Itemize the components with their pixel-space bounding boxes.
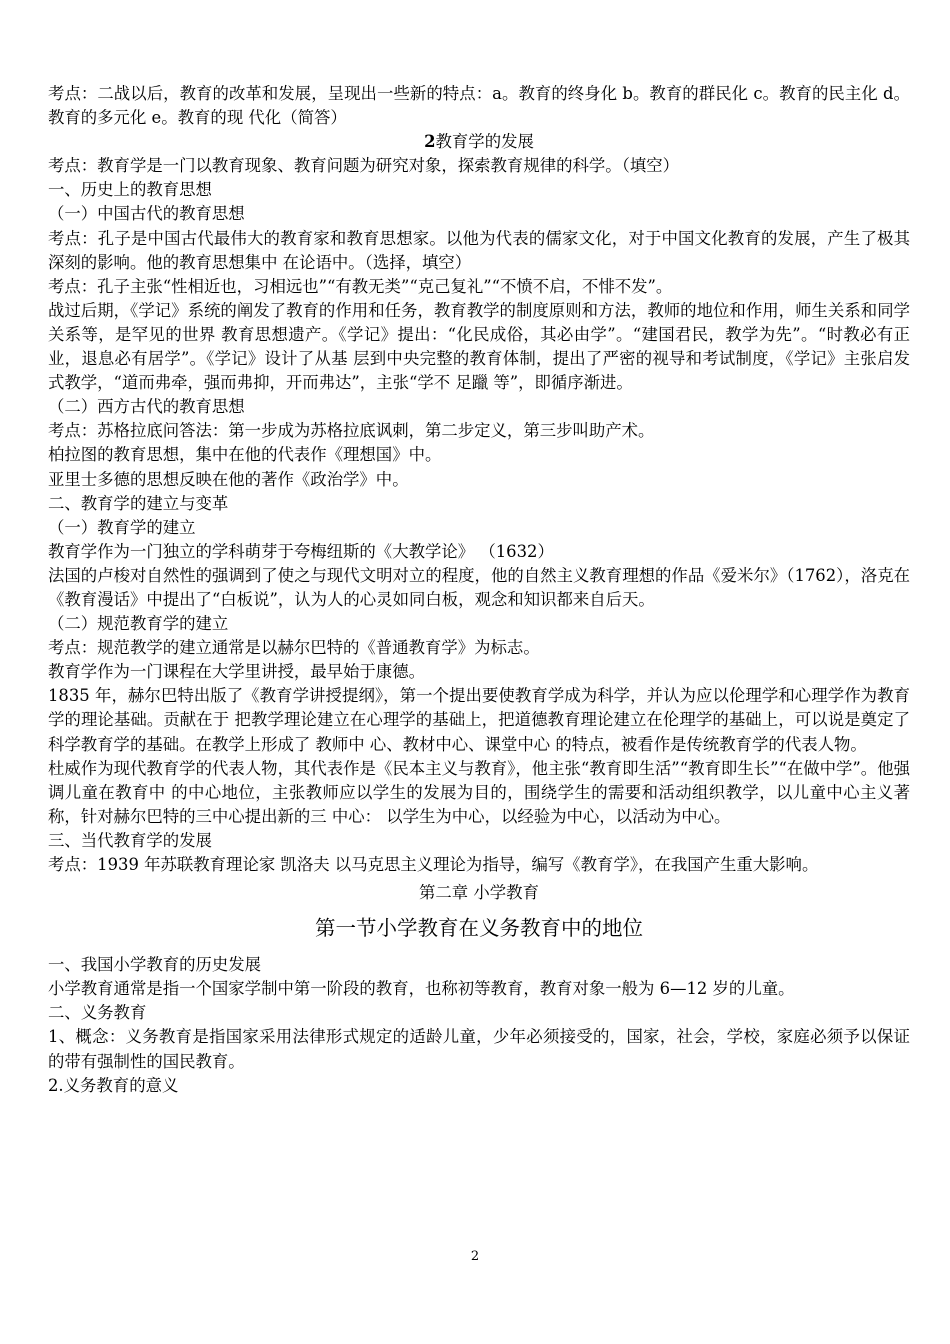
- paragraph: 杜威作为现代教育学的代表人物，其代表作是《民本主义与教育》，他主张“教育即生活”“教育即生长”“在做中学”。他强调儿童在教育中 的中心地位，主张教师应以学生的发展为目的，围绕学生的需要和活动组织教学，以儿童中心主义著称，针对赫尔巴特的三中心提出新的三 中心： 以学生为中心，以经验为中心，以活动为中心。: [48, 758, 910, 826]
- paragraph: 考点：规范教学的建立通常是以赫尔巴特的《普通教育学》为标志。: [48, 638, 540, 658]
- outline-heading: （二）规范教育学的建立: [48, 614, 229, 634]
- outline-heading: 二、义务教育: [48, 1003, 147, 1023]
- paragraph: 1、概念：义务教育是指国家采用法律形式规定的适龄儿童，少年必须接受的，国家，社会，学校，家庭必须予以保证的带有强制性的国民教育。: [48, 1027, 910, 1071]
- paragraph: 考点：孔子是中国古代最伟大的教育家和教育思想家。以他为代表的儒家文化，对于中国文化教育的发展，产生了极其深刻的影响。他的教育思想集中 在论语中。（选择，填空）: [48, 228, 910, 272]
- outline-heading: 一、我国小学教育的历史发展: [48, 955, 262, 975]
- paragraph: 教育学作为一门独立的学科萌芽于夸梅纽斯的《大教学论》 （1632）: [48, 541, 554, 561]
- paragraph: 2.义务教育的意义: [48, 1075, 179, 1095]
- page-number: 2: [470, 1249, 480, 1264]
- paragraph: 小学教育通常是指一个国家学制中第一阶段的教育，也称初等教育，教育对象一般为 6—12 岁的儿童。: [48, 979, 795, 999]
- paragraph: 考点：苏格拉底问答法：第一步成为苏格拉底讽刺，第二步定义，第三步叫助产术。: [48, 421, 655, 441]
- paragraph: 考点：1939 年苏联教育理论家 凯洛夫 以马克思主义理论为指导，编写《教育学》，在我国产生重大影响。: [48, 855, 819, 874]
- paragraph: 战过后期，《学记》系统的阐发了教育的作用和任务，教育教学的制度原则和方法，教师的地位和作用，师生关系和同学关系等，是罕见的世界 教育思想遗产。《学记》提出：“化民成俗，其必由学”。“建国君民，教学为先”。“时教必有正业，退息必有居学”。《学记》设计了从基 层到中央完整的教育体制，提出了严密的视导和考试制度，《学记》主张启发式教学，“道而弗牵，强而弗抑，开而弗达”，主张“学不 足躐 等”，即循序渐进。: [48, 300, 910, 393]
- document-page: [48, 82, 910, 1098]
- outline-heading: （一）教育学的建立: [48, 517, 196, 537]
- chapter-title: 第二章 小学教育: [419, 883, 539, 903]
- paragraph: 亚里士多德的思想反映在他的著作《政治学》中。: [48, 469, 409, 489]
- paragraph: 法国的卢梭对自然性的强调到了使之与现代文明对立的程度，他的自然主义教育理想的作品《爱米尔》（1762），洛克在《教育漫话》中提出了“白板说”，认为人的心灵如同白板，观念和知识都来自后天。: [48, 565, 910, 609]
- paragraph: 考点：二战以后，教育的改革和发展，呈现出一些新的特点：a。教育的终身化 b。教育的群民化 c。教育的民主化 d。教育的多元化 e。教育的现 代化（简答）: [48, 84, 910, 128]
- outline-heading: （一）中国古代的教育思想: [48, 204, 245, 224]
- outline-heading: 一、历史上的教育思想: [48, 180, 212, 200]
- paragraph: 考点：孔子主张“性相近也，习相远也”“有教无类”“克己复礼”“不愤不启，不悱不发”。: [48, 276, 673, 296]
- paragraph: 教育学作为一门课程在大学里讲授，最早始于康德。: [48, 662, 425, 682]
- section-title: 第一节小学教育在义务教育中的地位: [315, 916, 643, 941]
- subsection-number: 2: [424, 132, 436, 152]
- subsection-heading: [48, 130, 910, 154]
- outline-heading: 二、教育学的建立与变革: [48, 493, 229, 513]
- paragraph: 柏拉图的教育思想，集中在他的代表作《理想国》中。: [48, 445, 442, 465]
- subsection-title: 教育学的发展: [435, 132, 534, 152]
- outline-heading: 三、当代教育学的发展: [48, 830, 212, 850]
- paragraph: 1835 年，赫尔巴特出版了《教育学讲授提纲》，第一个提出要使教育学成为科学，并认为应以伦理学和心理学作为教育学的理论基础。贡献在于 把教学理论建立在心理学的基础上，把道德教育理论建立在伦理学的基础上，可以说是奠定了科学教育学的基础。在教学上形成了 教师中 心、教材中心、课堂中心 的特点，被看作是传统教育学的代表人物。: [48, 686, 910, 754]
- paragraph: 考点：教育学是一门以教育现象、教育问题为研究对象，探索教育规律的科学。（填空）: [48, 156, 680, 176]
- outline-heading: （二）西方古代的教育思想: [48, 397, 245, 417]
